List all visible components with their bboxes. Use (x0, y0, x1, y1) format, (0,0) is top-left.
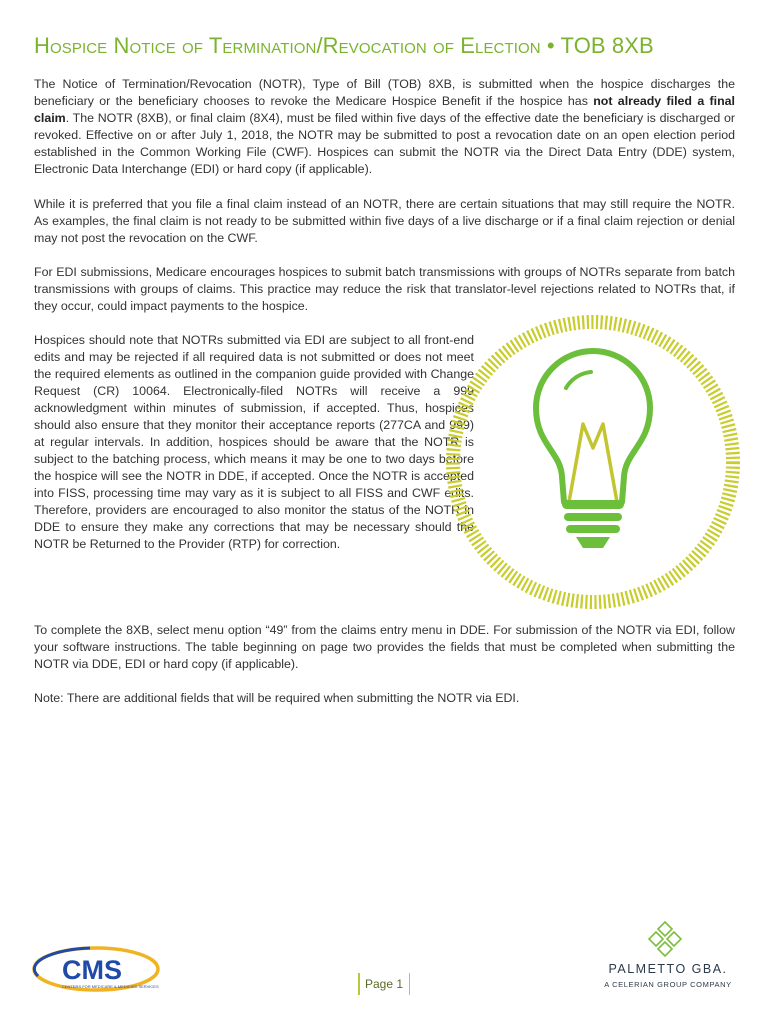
intro-text-end: . The NOTR (8XB), or final claim (8X4), must be filed within five days of the effective date the beneficiary is discharged or revoked. Effective on or after July 1, 2018, the NOTR may be submitted to post a revocation date on an open election period established in the Common Working File (CWF). Hospices can submit the NOTR via the Direct Data Entry (DDE) system, Electronic Data Interchange (EDI) or hard copy (if applicable). (34, 111, 735, 176)
final-claim-paragraph: While it is preferred that you file a final claim instead of an NOTR, there are certain situations that may still require the NOTR. As examples, the final claim is not ready to be submitted within five days of a live discharge or if a final claim rejection or denial may not post the revocation on the CWF. (34, 197, 735, 245)
cms-logo-subtext: CENTERS FOR MEDICARE & MEDICAID SERVICES (62, 984, 159, 989)
page-number: Page 1 (364, 977, 404, 991)
page-tag-right-bar (409, 973, 411, 995)
page-number-tag (358, 973, 410, 995)
palmetto-name: PALMETTO GBA. (608, 962, 728, 976)
intro-text-start: The Notice of Termination/Revocation (NOTR), Type of Bill (TOB) 8XB, is submitted when the hospice discharges the beneficiary or the beneficiary chooses to revoke the Medicare Hospice Benefit if the hospice has (34, 77, 735, 108)
intro-bold-text: not already filed a final claim (34, 94, 735, 125)
edi-batch-paragraph: For EDI submissions, Medicare encourages hospices to submit batch transmissions with groups of NOTRs separate from batch transmissions with groups of claims. This practice may reduce the risk that translator-level rejections related to NOTRs that, if they occur, could impact payments to the hospice. (34, 265, 735, 313)
palmetto-subtitle: A CELERIAN GROUP COMPANY (604, 980, 732, 989)
note-paragraph: Note: There are additional fields that will be required when submitting the NOTR via EDI. (34, 691, 520, 705)
cms-logo (32, 942, 172, 997)
lightbulb-icon (443, 312, 743, 612)
palmetto-gba-logo (598, 920, 738, 995)
menu-option-paragraph: To complete the 8XB, select menu option “49” from the claims entry menu in DDE. For submission of the NOTR via EDI, follow your software instructions. The table beginning on page two provides the fields that must be completed when submitting the NOTR via DDE, EDI or hard copy (if applicable). (34, 623, 735, 671)
edi-edits-paragraph: Hospices should note that NOTRs submitted via EDI are subject to all front-end edits and may be rejected if all required data is not submitted or does not meet the required elements as outlined in the companion guide provided with Change Request (CR) 10064. Electronically-filed NOTRs will receive a 999 acknowledgment within minutes of submission, if accepted. Thus, hospices should also ensure that they monitor their acceptance reports (277CA and 999) at regular intervals. In addition, hospices should be aware that the NOTR is subject to the batching process, which means it may be one to two days before the hospice will see the NOTR in DDE, if accepted. Once the NOTR is accepted into FISS, processing time may vary as it is subject to all FISS and CWF edits. Therefore, providers are encouraged to also monitor the status of the NOTR in DDE to ensure they make any corrections that may be necessary should the NOTR be Returned to the Provider (RTP) for correction. (34, 333, 474, 551)
page-title: Hospice Notice of Termination/Revocation of Election • TOB 8XB (34, 33, 654, 58)
palmetto-leaf-icon (648, 920, 682, 958)
cms-logo-text: CMS (62, 955, 122, 985)
intro-paragraph (34, 76, 735, 178)
